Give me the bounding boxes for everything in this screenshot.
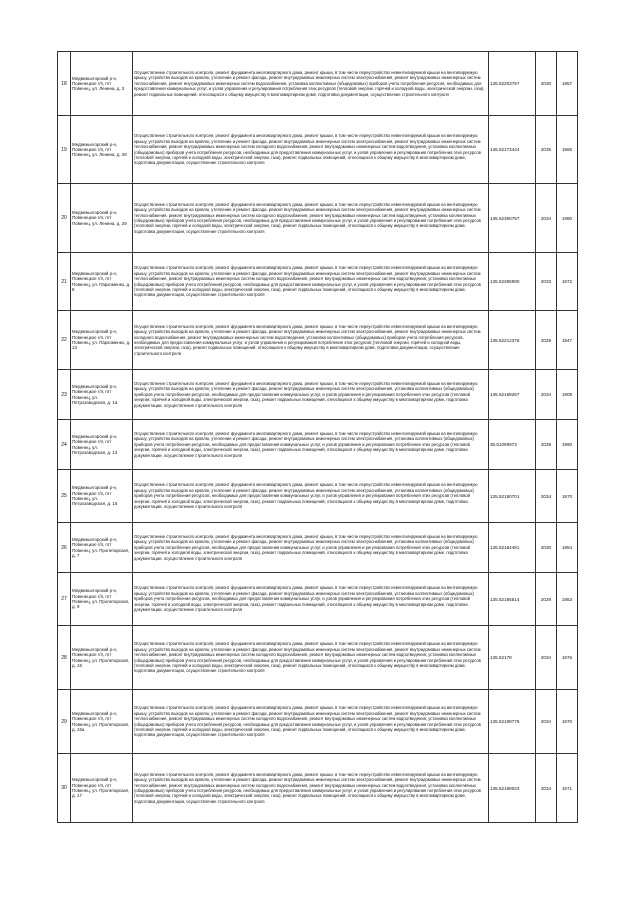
build-year-cell: 1947 — [557, 311, 578, 370]
address-cell: Медвежьегорский р-н, Повенецкое г/п, пгт Повенец, ул. Петрозаводская, д. 13 — [71, 420, 133, 470]
cadastral-code-cell: 35.51069973 — [489, 420, 536, 470]
row-number-cell: 29 — [58, 690, 71, 754]
works-description-cell: Осуществление строительного контроля, ремонт фундамента многоквартирного дома, ремонт крыши, в том числе переустройство невентилируемой крыши на вентилируемую крышу, устройство выходов на кровлю, утепление и ремонт фасада, ремонт внутридомовых инженерных систем электроснабжения, установка коллективных (общедомовых) приборов учета потребления ресурсов, необходимых для предоставления коммунальных услуг, и узлов управления и регулирования потребления этих ресурсов (тепловой энергии, горячей и холодной воды, электрической энергии, газа), ремонт подвальных помещений, относящихся к общему имуществу в многоквартирном доме, подготовка документации, осуществление строительного контроля — [133, 523, 489, 573]
planned-year-cell: 2033 — [536, 253, 557, 311]
planned-year-cell: 2029 — [536, 573, 557, 626]
planned-year-cell: 2035 — [536, 116, 557, 184]
planned-year-cell: 2034 — [536, 370, 557, 420]
planned-year-cell: 2034 — [536, 184, 557, 253]
table-row — [58, 52, 578, 116]
row-number-cell: 30 — [58, 754, 71, 823]
cadastral-code-cell: 135.52189267 — [489, 370, 536, 420]
address-cell: Медвежьегорский р-н, Повенецкое г/п, пгт Повенец, ул. Пархоменко, д. 8 — [71, 253, 133, 311]
address-cell: Медвежьегорский р-н, Повенецкое г/п, пгт Повенец, ул. Пролетарская, д. 9 — [71, 573, 133, 626]
build-year-cell: 1954 — [557, 523, 578, 573]
build-year-cell: 1990 — [557, 420, 578, 470]
address-cell: Медвежьегорский р-н, Повенецкое г/п, пгт Повенец, ул. Пролетарская, д. 15а — [71, 690, 133, 754]
planned-year-cell: 2034 — [536, 470, 557, 523]
repair-program-table — [57, 51, 578, 823]
table-row — [58, 370, 578, 420]
works-description-cell: Осуществление строительного контроля, ремонт фундамента многоквартирного дома, ремонт крыши, в том числе переустройство невентилируемой крыши на вентилируемую крышу, устройство выходов на кровлю, утепление и ремонт фасада, ремонт внутридомовых инженерных систем электроснабжения, ремонт внутридомовых инженерных систем теплоснабжения, ремонт внутридомовых инженерных систем холодного водоснабжения, ремонт внутридомовых инженерных систем водоотведения, установка коллективных (общедомовых) приборов учета потребления ресурсов, необходимых для предоставления коммунальных услуг, и узлов управления и регулирования потребления этих ресурсов (тепловой энергии, горячей и холодной воды, электрической энергии, газа), ремонт подвальных помещений, относящихся к общему имуществу в многоквартирном доме, подготовка документации, осуществление строительного контроля — [133, 184, 489, 253]
address-cell: Медвежьегорский р-н, Повенецкое г/п, пгт Повенец, ул. Пролетарская, д. 17 — [71, 754, 133, 823]
works-description-cell: Осуществление строительного контроля, ремонт фундамента многоквартирного дома, ремонт крыши, в том числе переустройство невентилируемой крыши на вентилируемую крышу, устройство выходов на кровлю, утепление и ремонт фасада, ремонт внутридомовых инженерных систем электроснабжения, ремонт внутридомовых инженерных систем теплоснабжения, ремонт внутридомовых инженерных систем водоснабжения, установка коллективных (общедомовых) приборов учета потребления ресурсов, необходимых для предоставления коммунальных услуг, и узлов управления и регулирования потребления этих ресурсов (тепловой энергии, горячей и холодной воды, электрической энергии, газа), ремонт подвальных помещений, относящихся к общему имуществу в многоквартирном доме, подготовка документации, осуществление строительного контроля — [133, 52, 489, 116]
works-description-cell: Осуществление строительного контроля, ремонт фундамента многоквартирного дома, ремонт крыши, в том числе переустройство невентилируемой крыши на вентилируемую крышу, устройство выходов на кровлю, утепление и ремонт фасада, ремонт внутридомовых инженерных систем электроснабжения, ремонт внутридомовых инженерных систем теплоснабжения, ремонт внутридомовых инженерных систем холодного водоснабжения, ремонт внутридомовых инженерных систем водоотведения, установка коллективных (общедомовых) приборов учета потребления ресурсов, необходимых для предоставления коммунальных услуг, и узлов управления и регулирования потребления этих ресурсов (тепловой энергии, горячей и холодной воды, электрической энергии, газа), ремонт подвальных помещений, относящихся к общему имуществу в многоквартирном доме, подготовка документации, осуществление строительного контроля — [133, 754, 489, 823]
row-number-cell: 21 — [58, 253, 71, 311]
build-year-cell: 1957 — [557, 52, 578, 116]
cadastral-code-cell: 135.52360757 — [489, 184, 536, 253]
planned-year-cell: 2034 — [536, 690, 557, 754]
table-row — [58, 116, 578, 184]
works-description-cell: Осуществление строительного контроля, ремонт фундамента многоквартирного дома, ремонт крыши, в том числе переустройство невентилируемой крыши на вентилируемую крышу, устройство выходов на кровлю, утепление и ремонт фасада, ремонт внутридомовых инженерных систем электроснабжения, ремонт внутридомовых инженерных систем холодного водоснабжения, ремонт внутридомовых инженерных систем водоотведения, установка коллективных (общедомовых) приборов учета потребления ресурсов, необходимых для предоставления коммунальных услуг, и узлов управления и регулирования потребления этих ресурсов (тепловой энергии, горячей и холодной воды, электрической энергии, газа), ремонт подвальных помещений, относящихся к общему имуществу в многоквартирном доме, подготовка документации, осуществление строительного контроля — [133, 311, 489, 370]
row-number-cell: 22 — [58, 311, 71, 370]
row-number-cell: 20 — [58, 184, 71, 253]
cadastral-code-cell: 135.52178 — [489, 626, 536, 690]
row-number-cell: 18 — [58, 52, 71, 116]
address-cell: Медвежьегорский р-н, Повенецкое г/п, пгт Повенец, ул. Пролетарская, д. 15 — [71, 626, 133, 690]
row-number-cell: 23 — [58, 370, 71, 420]
build-year-cell: 1972 — [557, 253, 578, 311]
cadastral-code-cell: 135.52184481 — [489, 523, 536, 573]
planned-year-cell: 2034 — [536, 626, 557, 690]
row-number-cell: 19 — [58, 116, 71, 184]
build-year-cell: 1965 — [557, 116, 578, 184]
cadastral-code-cell: 135.52189779 — [489, 690, 536, 754]
table-body — [58, 52, 578, 823]
table-row — [58, 311, 578, 370]
address-cell: Медвежьегорский р-н, Повенецкое г/п, пгт Повенец, ул. Ленина, д. 3 — [71, 52, 133, 116]
cadastral-code-cell: 135.52185514 — [489, 573, 536, 626]
cadastral-code-cell: 135.52365990 — [489, 253, 536, 311]
build-year-cell: 1970 — [557, 470, 578, 523]
row-number-cell: 26 — [58, 523, 71, 573]
build-year-cell: 1971 — [557, 754, 578, 823]
table-row — [58, 470, 578, 523]
row-number-cell: 28 — [58, 626, 71, 690]
table-row — [58, 184, 578, 253]
cadastral-code-cell: 135.52190701 — [489, 470, 536, 523]
planned-year-cell: 2030 — [536, 523, 557, 573]
table-row — [58, 573, 578, 626]
row-number-cell: 24 — [58, 420, 71, 470]
table-row — [58, 420, 578, 470]
table-row — [58, 754, 578, 823]
works-description-cell: Осуществление строительного контроля, ремонт фундамента многоквартирного дома, ремонт крыши, в том числе переустройство невентилируемой крыши на вентилируемую крышу, устройство выходов на кровлю, утепление и ремонт фасада, ремонт внутридомовых инженерных систем электроснабжения, установка коллективных (общедомовых) приборов учета потребления ресурсов, необходимых для предоставления коммунальных услуг, и узлов управления и регулирования потребления этих ресурсов (тепловой энергии, горячей и холодной воды, электрической энергии, газа), ремонт подвальных помещений, относящихся к общему имуществу в многоквартирном доме, подготовка документации, осуществление строительного контроля — [133, 420, 489, 470]
address-cell: Медвежьегорский р-н, Повенецкое г/п, пгт Повенец, ул. Петрозаводская, д. 15 — [71, 470, 133, 523]
address-cell: Медвежьегорский р-н, Повенецкое г/п, пгт Повенец, ул. Ленина, д. 28 — [71, 116, 133, 184]
address-cell: Медвежьегорский р-н, Повенецкое г/п, пгт Повенец, ул. Пролетарская, д. 7 — [71, 523, 133, 573]
works-description-cell: Осуществление строительного контроля, ремонт фундамента многоквартирного дома, ремонт крыши, в том числе переустройство невентилируемой крыши на вентилируемую крышу, устройство выходов на кровлю, утепление и ремонт фасада, ремонт внутридомовых инженерных систем электроснабжения, установка коллективных (общедомовых) приборов учета потребления ресурсов, необходимых для предоставления коммунальных услуг, и узлов управления и регулирования потребления этих ресурсов (тепловой энергии, горячей и холодной воды, электрической энергии, газа), ремонт подвальных помещений, относящихся к общему имуществу в многоквартирном доме, подготовка документации, осуществление строительного контроля — [133, 370, 489, 420]
planned-year-cell: 2039 — [536, 420, 557, 470]
cadastral-code-cell: 135.52212376 — [489, 311, 536, 370]
works-description-cell: Осуществление строительного контроля, ремонт фундамента многоквартирного дома, ремонт крыши, в том числе переустройство невентилируемой крыши на вентилируемую крышу, устройство выходов на кровлю, утепление и ремонт фасада, ремонт внутридомовых инженерных систем электроснабжения, установка коллективных (общедомовых) приборов учета потребления ресурсов, необходимых для предоставления коммунальных услуг, и узлов управления и регулирования потребления этих ресурсов (тепловой энергии, горячей и холодной воды, электрической энергии, газа), ремонт подвальных помещений, относящихся к общему имуществу в многоквартирном доме, подготовка документации, осуществление строительного контроля — [133, 470, 489, 523]
works-description-cell: Осуществление строительного контроля, ремонт фундамента многоквартирного дома, ремонт крыши, в том числе переустройство невентилируемой крыши на вентилируемую крышу, устройство выходов на кровлю, утепление и ремонт фасада, ремонт внутридомовых инженерных систем электроснабжения, установка коллективных (общедомовых) приборов учета потребления ресурсов, необходимых для предоставления коммунальных услуг, и узлов управления и регулирования потребления этих ресурсов (тепловой энергии, горячей и холодной воды, электрической энергии, газа), ремонт подвальных помещений, относящихся к общему имуществу в многоквартирном доме, подготовка документации, осуществление строительного контроля — [133, 573, 489, 626]
build-year-cell: 1980 — [557, 184, 578, 253]
works-description-cell: Осуществление строительного контроля, ремонт фундамента многоквартирного дома, ремонт крыши, в том числе переустройство невентилируемой крыши на вентилируемую крышу, устройство выходов на кровлю, утепление и ремонт фасада, ремонт внутридомовых инженерных систем электроснабжения, ремонт внутридомовых инженерных систем теплоснабжения, ремонт внутридомовых инженерных систем холодного водоснабжения, ремонт внутридомовых инженерных систем водоотведения, установка коллективных (общедомовых) приборов учета потребления ресурсов, необходимых для предоставления коммунальных услуг, и узлов управления и регулирования потребления этих ресурсов (тепловой энергии, горячей и холодной воды, электрической энергии, газа), ремонт подвальных помещений, относящихся к общему имуществу в многоквартирном доме, подготовка документации, осуществление строительного контроля — [133, 626, 489, 690]
cadastral-code-cell: 135.52189023 — [489, 754, 536, 823]
planned-year-cell: 2030 — [536, 52, 557, 116]
cadastral-code-cell: 135.52203757 — [489, 52, 536, 116]
table-row — [58, 690, 578, 754]
address-cell: Медвежьегорский р-н, Повенецкое г/п, пгт Повенец, ул. Петрозаводская, д. 1а — [71, 370, 133, 420]
build-year-cell: 1909 — [557, 370, 578, 420]
works-description-cell: Осуществление строительного контроля, ремонт фундамента многоквартирного дома, ремонт крыши, в том числе переустройство невентилируемой крыши на вентилируемую крышу, устройство выходов на кровлю, утепление и ремонт фасада, ремонт внутридомовых инженерных систем электроснабжения, ремонт внутридомовых инженерных систем теплоснабжения, ремонт внутридомовых инженерных систем холодного водоснабжения, ремонт внутридомовых инженерных систем водоотведения, установка коллективных (общедомовых) приборов учета потребления ресурсов, необходимых для предоставления коммунальных услуг, и узлов управления и регулирования потребления этих ресурсов (тепловой энергии, горячей и холодной воды, электрической энергии, газа), ремонт подвальных помещений, относящихся к общему имуществу в многоквартирном доме, подготовка документации, осуществление строительного контроля — [133, 253, 489, 311]
build-year-cell: 1976 — [557, 626, 578, 690]
works-description-cell: Осуществление строительного контроля, ремонт фундамента многоквартирного дома, ремонт крыши, в том числе переустройство невентилируемой крыши на вентилируемую крышу, устройство выходов на кровлю, утепление и ремонт фасада, ремонт внутридомовых инженерных систем электроснабжения, ремонт внутридомовых инженерных систем теплоснабжения, ремонт внутридомовых инженерных систем холодного водоснабжения, ремонт внутридомовых инженерных систем водоотведения, установка коллективных (общедомовых) приборов учета потребления ресурсов, необходимых для предоставления коммунальных услуг, и узлов управления и регулирования потребления этих ресурсов (тепловой энергии, горячей и холодной воды, электрической энергии, газа), ремонт подвальных помещений, относящихся к общему имуществу в многоквартирном доме, подготовка документации, осуществление строительного контроля — [133, 116, 489, 184]
address-cell: Медвежьегорский р-н, Повенецкое г/п, пгт Повенец, ул. Пархоменко, д. 13 — [71, 311, 133, 370]
table-row — [58, 253, 578, 311]
build-year-cell: 1970 — [557, 690, 578, 754]
planned-year-cell: 2029 — [536, 311, 557, 370]
row-number-cell: 27 — [58, 573, 71, 626]
row-number-cell: 25 — [58, 470, 71, 523]
planned-year-cell: 2034 — [536, 754, 557, 823]
table-row — [58, 626, 578, 690]
cadastral-code-cell: 135.52173424 — [489, 116, 536, 184]
table-row — [58, 523, 578, 573]
works-description-cell: Осуществление строительного контроля, ремонт фундамента многоквартирного дома, ремонт крыши, в том числе переустройство невентилируемой крыши на вентилируемую крышу, устройство выходов на кровлю, утепление и ремонт фасада, ремонт внутридомовых инженерных систем электроснабжения, ремонт внутридомовых инженерных систем теплоснабжения, ремонт внутридомовых инженерных систем холодного водоснабжения, ремонт внутридомовых инженерных систем водоотведения, установка коллективных (общедомовых) приборов учета потребления ресурсов, необходимых для предоставления коммунальных услуг, и узлов управления и регулирования потребления этих ресурсов (тепловой энергии, горячей и холодной воды, электрической энергии, газа), ремонт подвальных помещений, относящихся к общему имуществу в многоквартирном доме, подготовка документации, осуществление строительного контроля — [133, 690, 489, 754]
address-cell: Медвежьегорский р-н, Повенецкое г/п, пгт Повенец, ул. Ленина, д. 29 — [71, 184, 133, 253]
build-year-cell: 1953 — [557, 573, 578, 626]
